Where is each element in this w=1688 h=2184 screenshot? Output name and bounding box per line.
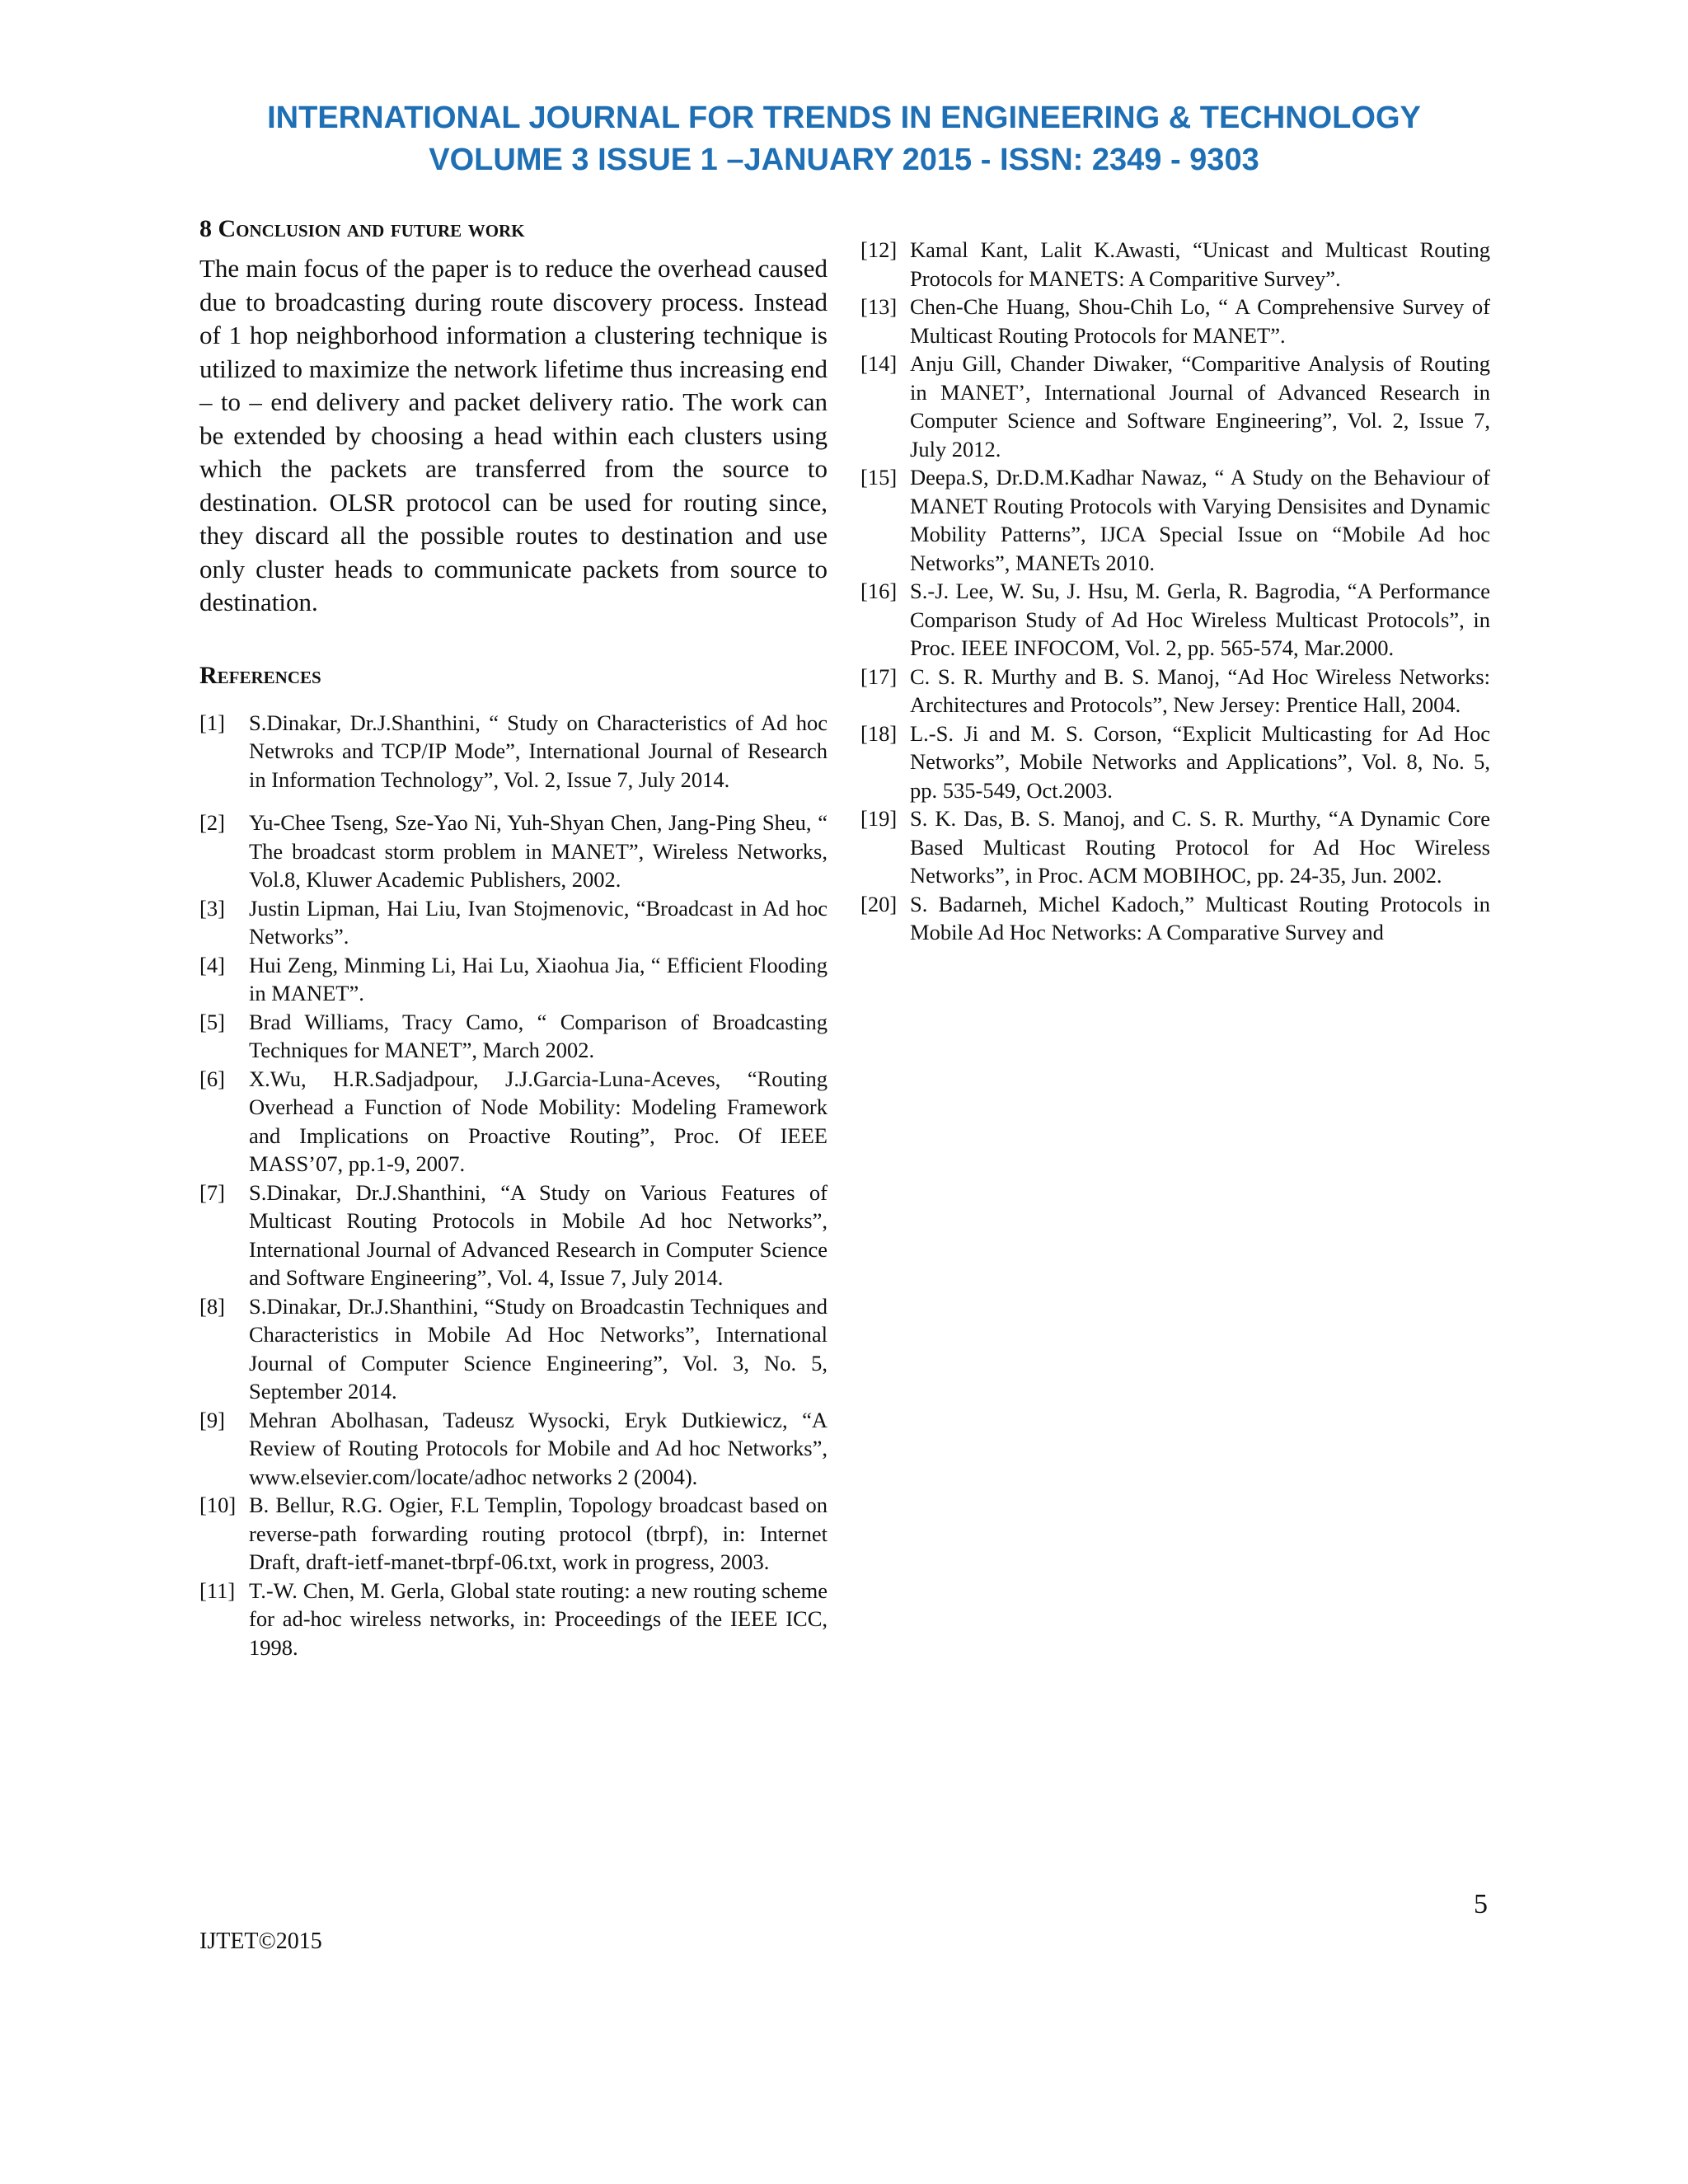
reference-item — [199, 1065, 828, 1179]
reference-item — [860, 804, 1490, 890]
reference-text: B. Bellur, R.G. Ogier, F.L Templin, Topology broadcast based on reverse-path forwarding routing protocol (tbrpf), in: Internet Draft, draft-ietf-manet-tbrpf-06.txt, work in progress, 2003. — [249, 1493, 828, 1574]
reference-number: [13] — [860, 294, 898, 319]
reference-number: [18] — [860, 720, 898, 746]
reference-text: Justin Lipman, Hai Liu, Ivan Stojmenovic, “Broadcast in Ad hoc Networks”. — [249, 895, 828, 949]
reference-number: [6] — [199, 1066, 225, 1091]
reference-number: [2] — [199, 810, 225, 835]
reference-number: [3] — [199, 895, 225, 921]
reference-item — [860, 293, 1490, 349]
reference-item — [199, 1491, 828, 1577]
reference-text: Anju Gill, Chander Diwaker, “Comparitive Analysis of Routing in MANET’, International Journal of Advanced Research in Computer Science and Software Engineering”, Vol. 2, Issue 7, July 2012. — [910, 351, 1490, 462]
reference-number: [17] — [860, 663, 898, 689]
reference-item — [199, 1008, 828, 1065]
reference-text: Mehran Abolhasan, Tadeusz Wysocki, Eryk Dutkiewicz, “A Review of Routing Protocols for Mobile and Ad hoc Networks”, www.elsevier.com/locate/adhoc networks 2 (2004). — [249, 1407, 828, 1489]
reference-item — [860, 719, 1490, 805]
reference-number: [1] — [199, 710, 225, 735]
reference-item — [199, 1406, 828, 1492]
reference-item — [199, 1577, 828, 1662]
reference-number: [19] — [860, 806, 898, 831]
reference-number: [12] — [860, 237, 898, 262]
copyright-footer: IJTET©2015 — [199, 1929, 322, 1954]
reference-item — [860, 463, 1490, 577]
reference-item — [199, 808, 828, 894]
reference-item — [199, 1292, 828, 1406]
reference-text: Brad Williams, Tracy Camo, “ Comparison of Broadcasting Techniques for MANET”, March 2002. — [249, 1009, 828, 1062]
journal-title: INTERNATIONAL JOURNAL FOR TRENDS IN ENGINEERING & TECHNOLOGY — [267, 101, 1421, 135]
reference-text: C. S. R. Murthy and B. S. Manoj, “Ad Hoc Wireless Networks: Architectures and Protocols”, New Jersey: Prentice Hall, 2004. — [910, 663, 1490, 717]
reference-item — [199, 951, 828, 1008]
left-column — [199, 213, 828, 1661]
reference-item — [199, 1179, 828, 1292]
reference-number: [7] — [199, 1179, 225, 1205]
reference-item — [860, 349, 1490, 463]
references-list-right — [860, 236, 1490, 947]
reference-number: [11] — [199, 1577, 236, 1603]
reference-text: S.Dinakar, Dr.J.Shanthini, “ Study on Characteristics of Ad hoc Netwroks and TCP/IP Mode”, International Journal of Research in Information Technology”, Vol. 2, Issue 7, July 2014. — [249, 710, 828, 792]
reference-item — [199, 894, 828, 951]
reference-number: [20] — [860, 891, 898, 916]
page-number: 5 — [1474, 1889, 1488, 1919]
reference-item — [199, 709, 828, 794]
reference-text: Chen-Che Huang, Shou-Chih Lo, “ A Comprehensive Survey of Multicast Routing Protocols for MANET”. — [910, 294, 1490, 348]
reference-text: Hui Zeng, Minming Li, Hai Lu, Xiaohua Jia, “ Efficient Flooding in MANET”. — [249, 952, 828, 1005]
journal-header — [0, 97, 1688, 181]
reference-text: T.-W. Chen, M. Gerla, Global state routing: a new routing scheme for ad-hoc wireless networks, in: Proceedings of the IEEE ICC, 1998. — [249, 1577, 828, 1660]
reference-item — [860, 663, 1490, 719]
reference-number: [4] — [199, 952, 225, 977]
conclusion-heading: 8 Conclusion and future work — [199, 215, 525, 242]
reference-text: Kamal Kant, Lalit K.Awasti, “Unicast and Multicast Routing Protocols for MANETS: A Comparitive Survey”. — [910, 237, 1490, 291]
conclusion-paragraph: The main focus of the paper is to reduce the overhead caused due to broadcasting during route discovery process. Instead of 1 hop neighborhood information a clustering technique is utilized to maximize the network lifetime thus increasing end – to – end delivery and packet delivery ratio. The work can be extended by choosing a head within each clusters using which the packets are transferred from the source to destination. OLSR protocol can be used for routing since, they discard all the possible routes to destination and use only cluster heads to communicate packets from source to destination. — [199, 254, 828, 616]
reference-text: S.Dinakar, Dr.J.Shanthini, “Study on Broadcastin Techniques and Characteristics in Mobile Ad Hoc Networks”, International Journal of Computer Science Engineering”, Vol. 3, No. 5, September 2014. — [249, 1293, 828, 1404]
reference-text: X.Wu, H.R.Sadjadpour, J.J.Garcia-Luna-Aceves, “Routing Overhead a Function of Node Mobility: Modeling Framework and Implications on Proactive Routing”, Proc. Of IEEE MASS’07, pp.1-9, 2007. — [249, 1066, 828, 1176]
reference-number: [8] — [199, 1293, 225, 1319]
reference-text: L.-S. Ji and M. S. Corson, “Explicit Multicasting for Ad Hoc Networks”, Mobile Networks and Applications”, Vol. 8, No. 5, pp. 535-549, Oct.2003. — [910, 720, 1490, 803]
references-list-left — [199, 709, 828, 1662]
journal-issue-line: VOLUME 3 ISSUE 1 –JANUARY 2015 - ISSN: 2349 - 9303 — [429, 143, 1259, 177]
reference-number: [16] — [860, 579, 898, 603]
reference-text: Deepa.S, Dr.D.M.Kadhar Nawaz, “ A Study on the Behaviour of MANET Routing Protocols with Varying Densisites and Dynamic Mobility Patterns”, IJCA Special Issue on “Mobile Ad hoc Networks”, MANETs 2010. — [910, 465, 1490, 575]
reference-number: [9] — [199, 1407, 225, 1432]
reference-item — [860, 577, 1490, 663]
reference-item — [860, 890, 1490, 947]
reference-text: S.-J. Lee, W. Su, J. Hsu, M. Gerla, R. Bagrodia, “A Performance Comparison Study of Ad Hoc Wireless Multicast Protocols”, in Proc. IEEE INFOCOM, Vol. 2, pp. 565-574, Mar.2000. — [910, 579, 1490, 660]
reference-item — [860, 236, 1490, 293]
right-column — [860, 236, 1490, 947]
reference-text: S. K. Das, B. S. Manoj, and C. S. R. Murthy, “A Dynamic Core Based Multicast Routing Protocol for Ad Hoc Wireless Networks”, in Proc. ACM MOBIHOC, pp. 24-35, Jun. 2002. — [910, 806, 1490, 888]
references-heading: References — [199, 661, 321, 689]
reference-number: [15] — [860, 465, 898, 490]
reference-text: S. Badarneh, Michel Kadoch,” Multicast Routing Protocols in Mobile Ad Hoc Networks: A Comparative Survey and — [910, 891, 1490, 944]
reference-number: [14] — [860, 351, 898, 376]
reference-number: [5] — [199, 1009, 225, 1034]
reference-number: [10] — [199, 1493, 237, 1517]
reference-text: Yu-Chee Tseng, Sze-Yao Ni, Yuh-Shyan Chen, Jang-Ping Sheu, “ The broadcast storm problem in MANET”, Wireless Networks, Vol.8, Kluwer Academic Publishers, 2002. — [249, 810, 828, 892]
reference-spacer — [199, 794, 828, 808]
reference-text: S.Dinakar, Dr.J.Shanthini, “A Study on Various Features of Multicast Routing Protocols in Mobile Ad hoc Networks”, International Journal of Advanced Research in Computer Science and Software Engineering”, Vol. 4, Issue 7, July 2014. — [249, 1179, 828, 1290]
